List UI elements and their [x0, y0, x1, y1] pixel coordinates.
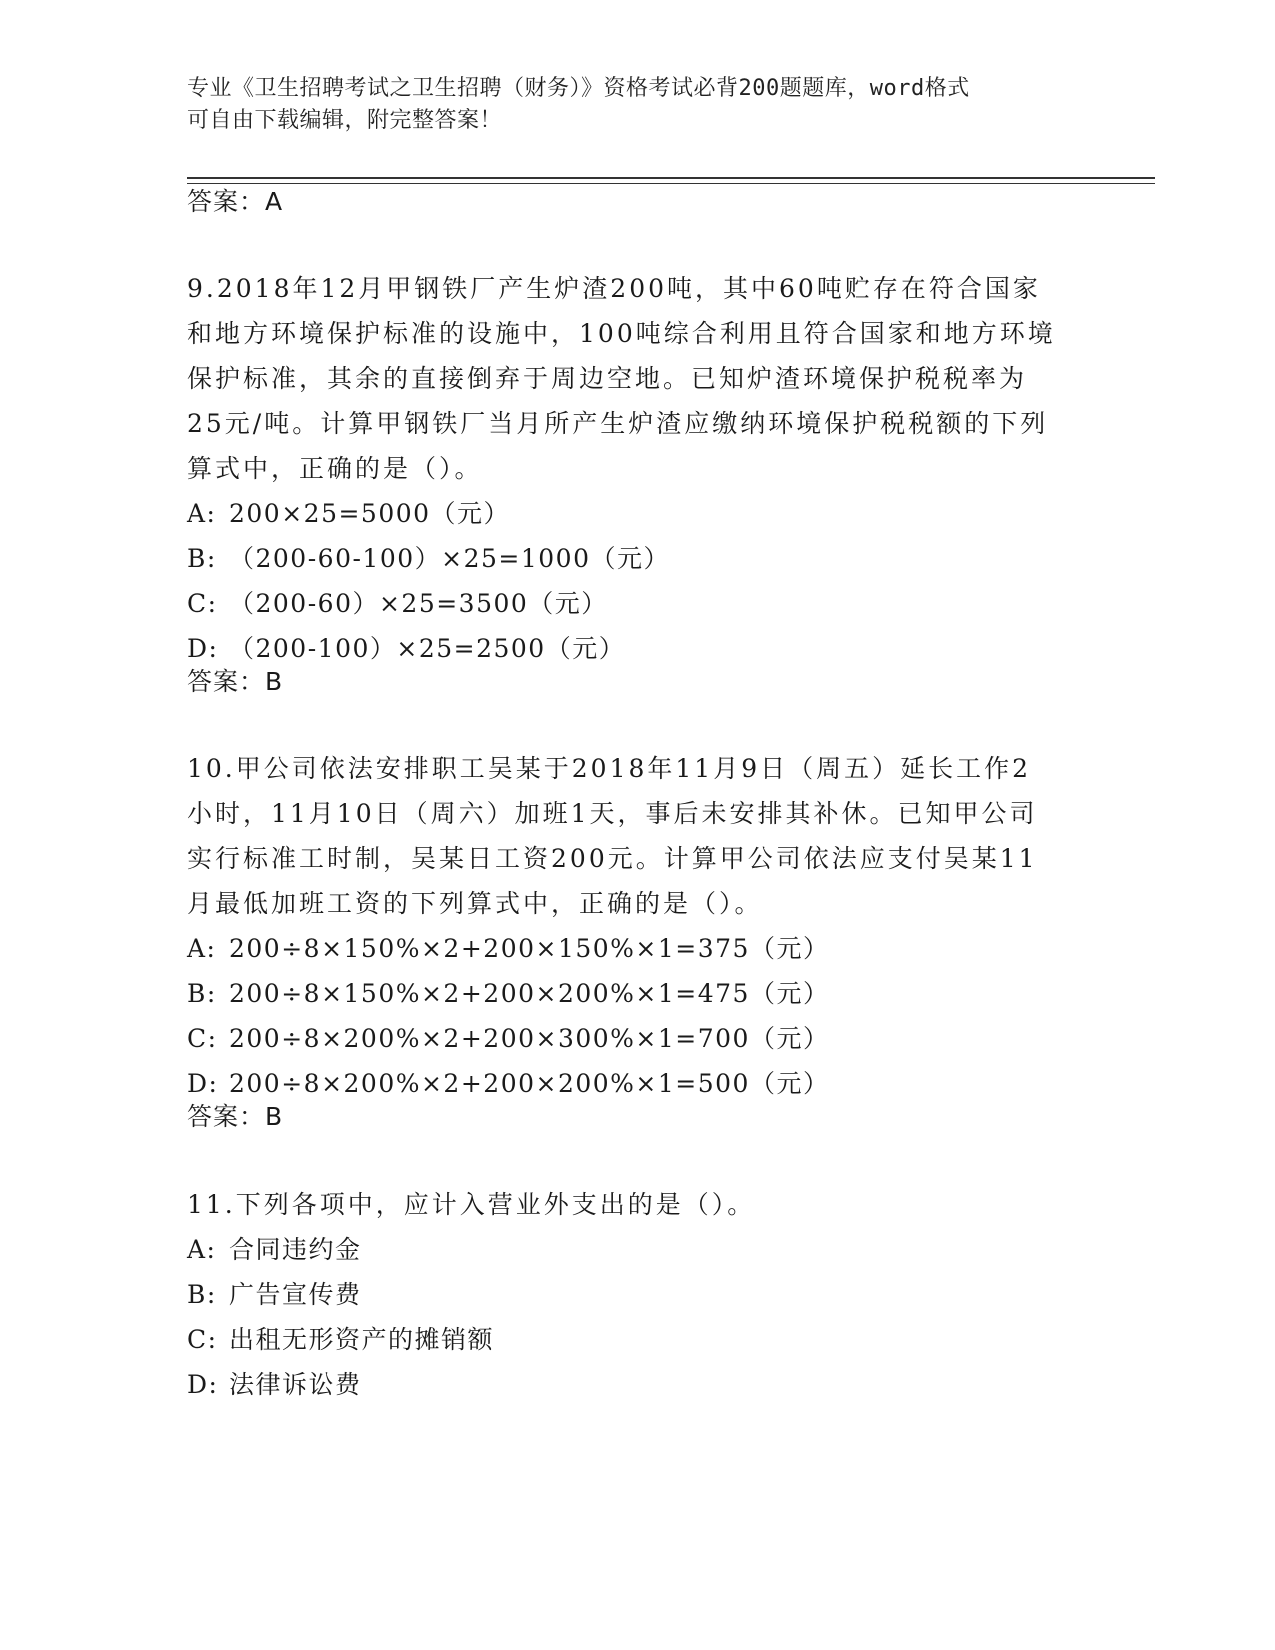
option-key: B: — [187, 979, 217, 1008]
question-stem-line: 和地方环境保护标准的设施中，100吨综合利用且符合国家和地方环境 — [187, 319, 1056, 348]
question-stem-line: 保护标准，其余的直接倒弃于周边空地。已知炉渣环境保护税税率为 — [187, 364, 1028, 393]
option-key: D: — [187, 1370, 219, 1399]
option-text: （200-100）×25=2500（元） — [229, 634, 626, 663]
option-a — [187, 1227, 1087, 1272]
question-stem-line: 9.2018年12月甲钢铁厂产生炉渣200吨，其中60吨贮存在符合国家 — [187, 274, 1041, 303]
question-stem-line: 小时，11月10日（周六）加班1天，事后未安排其补休。已知甲公司 — [187, 799, 1038, 828]
option-text: 200×25=5000（元） — [229, 499, 511, 528]
option-text: 200÷8×200%×2+200×300%×1=700（元） — [229, 1024, 830, 1053]
option-text: 合同违约金 — [229, 1235, 362, 1264]
question-stem-line: 算式中，正确的是（）。 — [187, 454, 483, 483]
question-10-answer: 答案：B — [187, 1102, 284, 1131]
question-stem-line: 10.甲公司依法安排职工吴某于2018年11月9日（周五）延长工作2 — [187, 754, 1032, 783]
option-b — [187, 536, 1087, 581]
previous-answer: 答案：A — [187, 187, 284, 216]
option-text: （200-60-100）×25=1000（元） — [229, 544, 670, 573]
header-divider-thick — [187, 177, 1155, 179]
option-key: A: — [187, 934, 217, 963]
option-text: 广告宣传费 — [229, 1280, 362, 1309]
option-key: A: — [187, 499, 217, 528]
option-key: B: — [187, 544, 217, 573]
option-key: C: — [187, 1325, 218, 1354]
question-stem-line: 实行标准工时制，吴某日工资200元。计算甲公司依法应支付吴某11 — [187, 844, 1038, 873]
option-c — [187, 581, 1087, 626]
option-key: D: — [187, 1069, 219, 1098]
document-header — [187, 73, 1077, 137]
option-key: C: — [187, 1024, 218, 1053]
option-text: 200÷8×150%×2+200×200%×1=475（元） — [229, 979, 830, 1008]
option-a — [187, 491, 1087, 536]
question-11 — [187, 1182, 1087, 1407]
question-stem-line: 月最低加班工资的下列算式中，正确的是（）。 — [187, 889, 763, 918]
option-key: D: — [187, 634, 219, 663]
option-text: 出租无形资产的摊销额 — [229, 1325, 495, 1354]
option-key: C: — [187, 589, 218, 618]
question-stem-line: 11.下列各项中，应计入营业外支出的是（）。 — [187, 1190, 756, 1219]
option-c — [187, 1016, 1087, 1061]
header-line-1: 专业《卫生招聘考试之卫生招聘（财务）》资格考试必背200题题库，word格式 — [187, 76, 970, 101]
option-b — [187, 1272, 1087, 1317]
option-text: 200÷8×150%×2+200×150%×1=375（元） — [229, 934, 830, 963]
header-divider-thin — [187, 183, 1155, 184]
option-c — [187, 1317, 1087, 1362]
option-b — [187, 971, 1087, 1016]
option-text: （200-60）×25=3500（元） — [229, 589, 608, 618]
option-d — [187, 1362, 1087, 1407]
question-10 — [187, 746, 1087, 1106]
header-line-2: 可自由下载编辑，附完整答案！ — [187, 108, 503, 133]
option-d — [187, 1061, 1087, 1106]
option-text: 200÷8×200%×2+200×200%×1=500（元） — [229, 1069, 830, 1098]
option-key: B: — [187, 1280, 217, 1309]
question-9-answer: 答案：B — [187, 667, 284, 696]
option-text: 法律诉讼费 — [229, 1370, 362, 1399]
question-stem-line: 25元/吨。计算甲钢铁厂当月所产生炉渣应缴纳环境保护税税额的下列 — [187, 409, 1049, 438]
option-a — [187, 926, 1087, 971]
option-key: A: — [187, 1235, 217, 1264]
option-d — [187, 626, 1087, 671]
question-9 — [187, 266, 1087, 671]
